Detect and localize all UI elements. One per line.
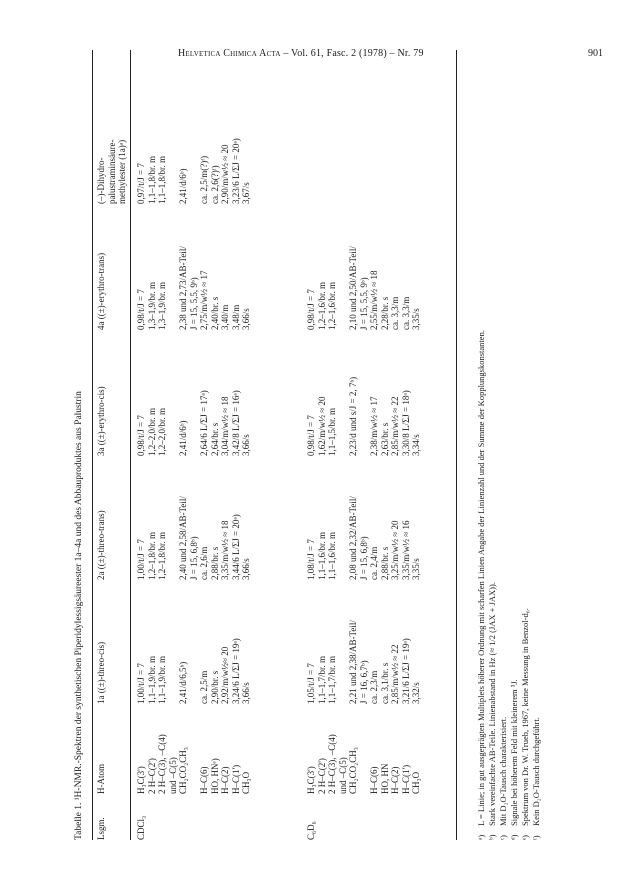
table-cell: 2,41/d/6,5ᵇ) — [178, 661, 188, 704]
cdcl3-4a — [136, 246, 252, 330]
table-cell: 2,88/br. s — [379, 546, 390, 580]
table-cell: 2,10 und 2,50/AB-Teil/ — [348, 246, 358, 330]
table-cell — [189, 390, 200, 456]
cdcl3-atoms — [136, 734, 252, 794]
table-cell: H–C(6) — [369, 766, 379, 794]
table-cell: 3,66/s — [241, 434, 251, 456]
table-cell: 0,97/t/J = 7 — [136, 163, 146, 204]
table-cell: ca. 2,4/m — [369, 546, 379, 580]
table-cell: und –C(5) — [167, 757, 178, 794]
footnote — [509, 330, 520, 840]
table-cell: J = 16, 6,7ᵇ) — [358, 660, 369, 704]
table-cell: H–C(2) — [390, 766, 400, 794]
footnote — [531, 330, 542, 840]
col-header-dihydro — [96, 140, 128, 204]
cdcl3-2a — [136, 496, 252, 580]
table-cell: 2,40/br. s — [209, 296, 220, 330]
rotated-table — [74, 40, 594, 840]
footnote — [476, 330, 487, 840]
bottom-rule — [456, 50, 457, 840]
col-header-3a: 3a ((±)-erythro-cis) — [96, 386, 106, 456]
journal-name: Helvetica Chimica Acta — [178, 48, 281, 59]
table-cell: 1,1–1,6/br. m — [316, 531, 327, 580]
table-cell: 1,1–1,9/br. m — [157, 655, 167, 704]
footnote-text: Stark vereinfachte AB-Teile. Linienabstand in Hz (≈ 1/2 (JAX + JAX)). — [487, 582, 497, 826]
col-header-atom: H-Atom — [96, 764, 106, 794]
table-cell: CH₃O — [241, 771, 251, 794]
table-cell: J = 15, 6,8ᵇ) — [358, 536, 369, 580]
table-cell: 1,00/t/J = 7 — [136, 663, 146, 704]
c6d6-2a — [306, 496, 422, 580]
col-header-2a: 2a ((±)-threo-trans) — [96, 510, 106, 580]
table-cell: 3,66/s — [241, 308, 251, 330]
footnote-text: Mit D₂O-Tausch charakterisiert. — [498, 716, 508, 826]
footnote — [487, 330, 498, 840]
table-cell: HO, HN — [379, 763, 390, 794]
table-cell: 3,35/s — [411, 308, 421, 330]
table-cell: ca. 3,3/m — [390, 296, 400, 330]
col-header-dihydro-line2: palustraminsäure- — [106, 139, 117, 204]
table-cell: 3,34/s — [411, 434, 421, 456]
footnote-mark: ᵉ) — [520, 834, 530, 840]
table-cell: 1,08/t/J = 7 — [306, 539, 316, 580]
table-cell — [168, 638, 179, 704]
footnote-mark: ᵈ) — [509, 834, 519, 840]
table-cell: 1,2–1,8/br. m — [146, 531, 157, 580]
footnote-mark: ᶜ) — [498, 834, 508, 840]
table-cell: 3,23/6 L/ΣJ = 20ᵃ) — [230, 138, 241, 204]
table-cell: CH₂CO₂CH₃ — [178, 747, 188, 794]
c6d6-3a — [306, 377, 422, 456]
table-cell: 0,98/t/J = 7 — [136, 415, 146, 456]
table-cell: 2,63/br. s — [379, 422, 390, 456]
table-caption: Tabelle 1. ¹H-NMR.-Spektren der synthetischen Piperidylessigsäureester 1a–4a und des Abbauproduktes aus Palustrin — [74, 391, 84, 840]
table-cell: H–C(6) — [199, 766, 209, 794]
cdcl3-1a — [136, 638, 252, 704]
table-cell: 2,90/br. s — [209, 670, 220, 704]
table-cell: ca. 2,6(?)ᶠ) — [209, 165, 220, 204]
table-cell: H₃C(3') — [306, 766, 316, 794]
table-cell: 1,3–1,9/br. m — [146, 281, 157, 330]
footnote-mark: ᶠ) — [531, 835, 541, 840]
table-cell: 2,55/m/w½ ≈ 18 — [369, 270, 379, 330]
table-cell: 3,32/s — [411, 682, 421, 704]
table-cell: 1,2–2,0/br. m — [157, 407, 167, 456]
table-cell: 1,2–1,8/br. m — [157, 531, 167, 580]
table-cell — [189, 138, 200, 204]
table-cell: 1,62/m/w½ ≈ 20 — [316, 396, 327, 456]
table-cell — [359, 734, 370, 794]
table-cell: 3,04/m/w½ ≈ 18 — [220, 396, 230, 456]
page-number: 901 — [588, 48, 603, 59]
table-cell: 1,1–1,8/br. m — [146, 155, 157, 204]
table-cell: 2,88/br. s — [209, 546, 220, 580]
col-header-4a: 4a ((±)-erythro-trans) — [96, 252, 106, 330]
table-cell: 2,38 und 2,73/AB-Teil/ — [178, 246, 188, 330]
table-cell: 1,1–1,6/br. m — [327, 531, 337, 580]
table-cell: 2,64/6 L/ΣJ = 17ᵃ) — [199, 390, 209, 456]
table-cell: H₃C(3') — [136, 766, 146, 794]
table-cell: 3,44/6 L/ΣJ = 20ᵃ) — [230, 514, 241, 580]
table-cell: 3,35/m/w½ ≈ 16 — [400, 520, 411, 580]
table-cell: ca. 2,5/m(?)ᶠ) — [199, 155, 209, 204]
footnote-text: Spektrum von Dr. W. Trueb, 1967, keine Messung in Benzol-d₆. — [520, 608, 530, 826]
table-cell — [338, 496, 349, 580]
table-cell: ca. 3,1/br. s — [379, 662, 390, 704]
footnotes — [476, 330, 542, 840]
table-cell: 2,85/m/w½ ≈ 22 — [390, 396, 400, 456]
table-cell: ca. 2,3/m — [369, 670, 379, 704]
table-cell: 2,41/d/6ᵇ) — [178, 168, 188, 204]
table-cell: 3,42/8 L/ΣJ = 16ᵃ) — [230, 390, 241, 456]
table-cell: ca. 3,3/m — [400, 296, 411, 330]
journal-volume: – Vol. 61, Fasc. 2 (1978) – Nr. 79 — [280, 48, 424, 59]
table-cell — [338, 620, 349, 704]
table-cell — [168, 496, 179, 580]
table-cell: 1,1–1,7/br. m — [316, 655, 327, 704]
table-cell: CH₃O — [411, 771, 421, 794]
table-cell: 1,2–2,0/br. m — [146, 407, 157, 456]
table-cell: 1,2–1,6/br. m — [316, 281, 327, 330]
table-cell: 2,90/m/w½ ≈ 20 — [220, 144, 230, 204]
table-cell: 1,00/t/J = 7 — [136, 539, 146, 580]
table-cell — [168, 138, 179, 204]
col-header-dihydro-line1: (–)-Dihydro- — [96, 157, 106, 204]
table-cell: und –C(5) — [337, 757, 348, 794]
footnote-mark: ᵇ) — [487, 834, 497, 840]
c6d6-atoms — [306, 734, 422, 794]
footnote-text: Signale bei höherem Feld mit kleinerem ³J. — [509, 679, 519, 826]
table-cell: 3,67/s — [241, 182, 251, 204]
solvent-c6d6: C₆D₆ — [306, 821, 316, 840]
table-cell: 0,98/t/J = 7 — [306, 289, 316, 330]
table-cell: 3,48/m — [230, 304, 241, 330]
table-cell: HO, HNᵉ) — [209, 758, 220, 794]
table-cell — [359, 377, 370, 456]
table-cell — [168, 390, 179, 456]
table-cell: 1,1–1,5/br. m — [327, 407, 337, 456]
footnote — [520, 330, 531, 840]
table-cell: 2,85/m/w½ ≈ 22 — [390, 644, 400, 704]
table-cell: 2,08 und 2,32/AB-Teil/ — [348, 496, 358, 580]
table-cell: 2 H–C(3), –C(4) — [327, 734, 337, 794]
c6d6-1a — [306, 620, 422, 704]
cdcl3-dihydro — [136, 138, 252, 204]
table-cell: 2,28/br. s — [379, 296, 390, 330]
table-cell — [168, 246, 179, 330]
table-cell: 2 H–C(3), –C(4) — [157, 734, 167, 794]
table-cell: J = 15, 5,5, 9ᵇ) — [358, 277, 369, 330]
table-cell: 2,38/m/w½ ≈ 17 — [369, 396, 379, 456]
table-cell: 0,98/t/J = 7 — [306, 415, 316, 456]
col-header-dihydro-line3: methylester (1a)ᵃ) — [117, 139, 127, 204]
table-cell: 2,75/m/w½ ≈ 17 — [199, 270, 209, 330]
top-rule — [92, 50, 93, 840]
table-cell: 1,1–1,7/br. m — [327, 655, 337, 704]
footnote-text: L = Linie; in gut ausgeprägten Multiplets höherer Ordnung mit scharfen Linien Angabe der Linienzahl und der Summe der Kopplungskonstanten. — [476, 330, 486, 826]
table-cell: 3,35/s — [411, 558, 421, 580]
table-cell: H–C(1') — [230, 764, 241, 794]
table-cell: 2,92/m/w½≈ 20 — [220, 646, 230, 704]
table-cell: 3,30/8 L/ΣJ = 18ᵃ) — [400, 390, 411, 456]
header-rule — [130, 50, 131, 840]
table-cell: 1,1–1,8/br. m — [157, 155, 167, 204]
table-cell: 2 H–C(2') — [316, 758, 327, 794]
table-cell: 3,21/6 L/ΣJ = 19ᵃ) — [400, 638, 411, 704]
footnote — [498, 330, 509, 840]
footnote-text: Kein D₂O-Tausch durchgeführt. — [531, 717, 541, 826]
table-cell: 2,21 und 2,38/AB-Teil/ — [348, 620, 358, 704]
c6d6-4a — [306, 246, 422, 330]
table-cell: 1,1–1,9/br. m — [146, 655, 157, 704]
col-header-solvent: Lsgm. — [96, 817, 106, 840]
table-cell: 1,05/t/J = 7 — [306, 663, 316, 704]
table-cell: 0,98/t/J = 7 — [136, 289, 146, 330]
table-cell: J = 15, 5,5, 9ᵇ) — [188, 277, 199, 330]
table-cell: 2,23/d und s/J = 2, 7ᵇ) — [348, 376, 358, 456]
footnote-mark: ᵃ) — [476, 834, 486, 840]
cdcl3-3a — [136, 390, 252, 456]
table-cell: H–C(1') — [400, 764, 411, 794]
table-cell — [338, 246, 349, 330]
table-cell: CH₂CO₂CH₃ — [348, 747, 358, 794]
table-cell: J = 15, 6,8ᵇ) — [188, 536, 199, 580]
table-cell: 1,2–1,6/br. m — [327, 281, 337, 330]
table-cell: 3,66/s — [241, 682, 251, 704]
table-cell: 2,40 und 2,58/AB-Teil/ — [178, 496, 188, 580]
table-cell: 3,40/m — [220, 304, 230, 330]
table-cell — [338, 377, 349, 456]
table-cell: 3,25/m/w½ ≈ 20 — [390, 520, 400, 580]
col-header-1a: 1a ((±)-threo-cis) — [96, 641, 106, 704]
table-cell: 2,64/br. s — [209, 422, 220, 456]
table-cell: 2,41/d/6ᵇ) — [178, 420, 188, 456]
solvent-cdcl3: CDCl₃ — [136, 815, 146, 840]
table-cell: ca. 2,6/m — [199, 546, 209, 580]
table-cell: H–C(2) — [220, 766, 230, 794]
table-cell — [189, 734, 200, 794]
table-cell: 1,3–1,9/br. m — [157, 281, 167, 330]
table-cell: ca. 2,5/m — [199, 670, 209, 704]
table-cell — [189, 638, 200, 704]
table-cell: 3,35/m/w½ ≈ 18 — [220, 520, 230, 580]
table-cell: 3,24/6 L/ΣJ = 19ᵃ) — [230, 638, 241, 704]
table-cell: 2 H–C(2') — [146, 758, 157, 794]
table-cell: 3,66/s — [241, 558, 251, 580]
